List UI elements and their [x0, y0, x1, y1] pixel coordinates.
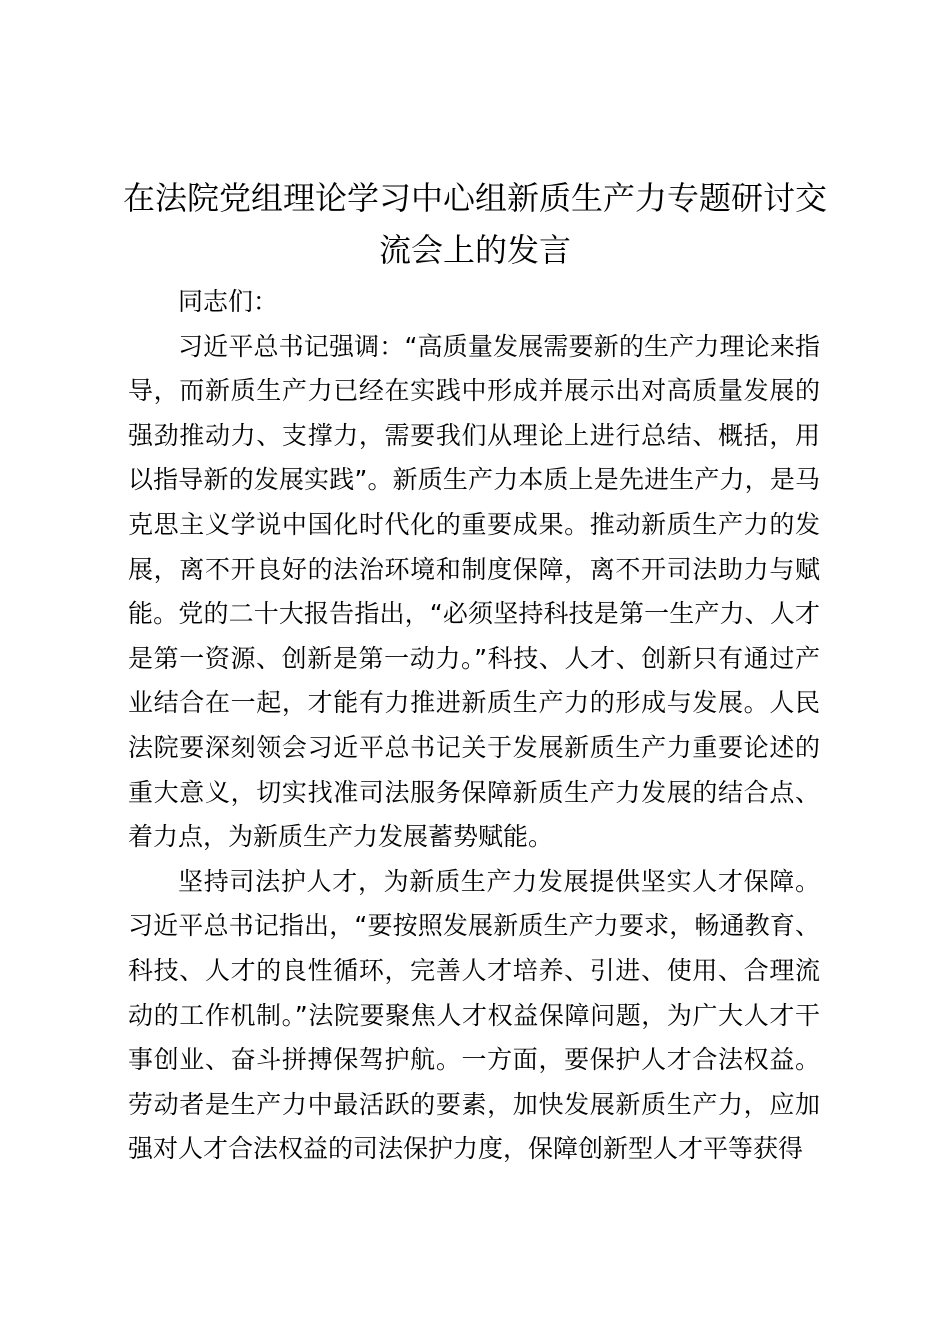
- document-body: [128, 280, 820, 1172]
- paragraph: 习近平总书记强调：“高质量发展需要新的生产力理论来指导，而新质生产力已经在实践中形成并展示出对高质量发展的强劲推动力、支撑力，需要我们从理论上进行总结、概括，用以指导新的发展实践”。新质生产力本质上是先进生产力，是马克思主义学说中国化时代化的重要成果。推动新质生产力的发展，离不开良好的法治环境和制度保障，离不开司法助力与赋能。党的二十大报告指出，“必须坚持科技是第一生产力、人才是第一资源、创新是第一动力。”科技、人才、创新只有通过产业结合在一起，才能有力推进新质生产力的形成与发展。人民法院要深刻领会习近平总书记关于发展新质生产力重要论述的重大意义，切实找准司法服务保障新质生产力发展的结合点、着力点，为新质生产力发展蓄势赋能。: [128, 331, 820, 852]
- document-title: 在法院党组理论学习中心组新质生产力专题研讨交流会上的发言: [122, 179, 827, 269]
- greeting: 同志们：: [178, 287, 279, 316]
- paragraph: 坚持司法护人才，为新质生产力发展提供坚实人才保障。习近平总书记指出，“要按照发展新质生产力要求，畅通教育、科技、人才的良性循环，完善人才培养、引进、使用、合理流动的工作机制。”法院要聚焦人才权益保障问题，为广大人才干事创业、奋斗拼搏保驾护航。一方面，要保护人才合法权益。劳动者是生产力中最活跃的要素，加快发展新质生产力，应加强对人才合法权益的司法保护力度，保障创新型人才平等获得: [128, 866, 820, 1164]
